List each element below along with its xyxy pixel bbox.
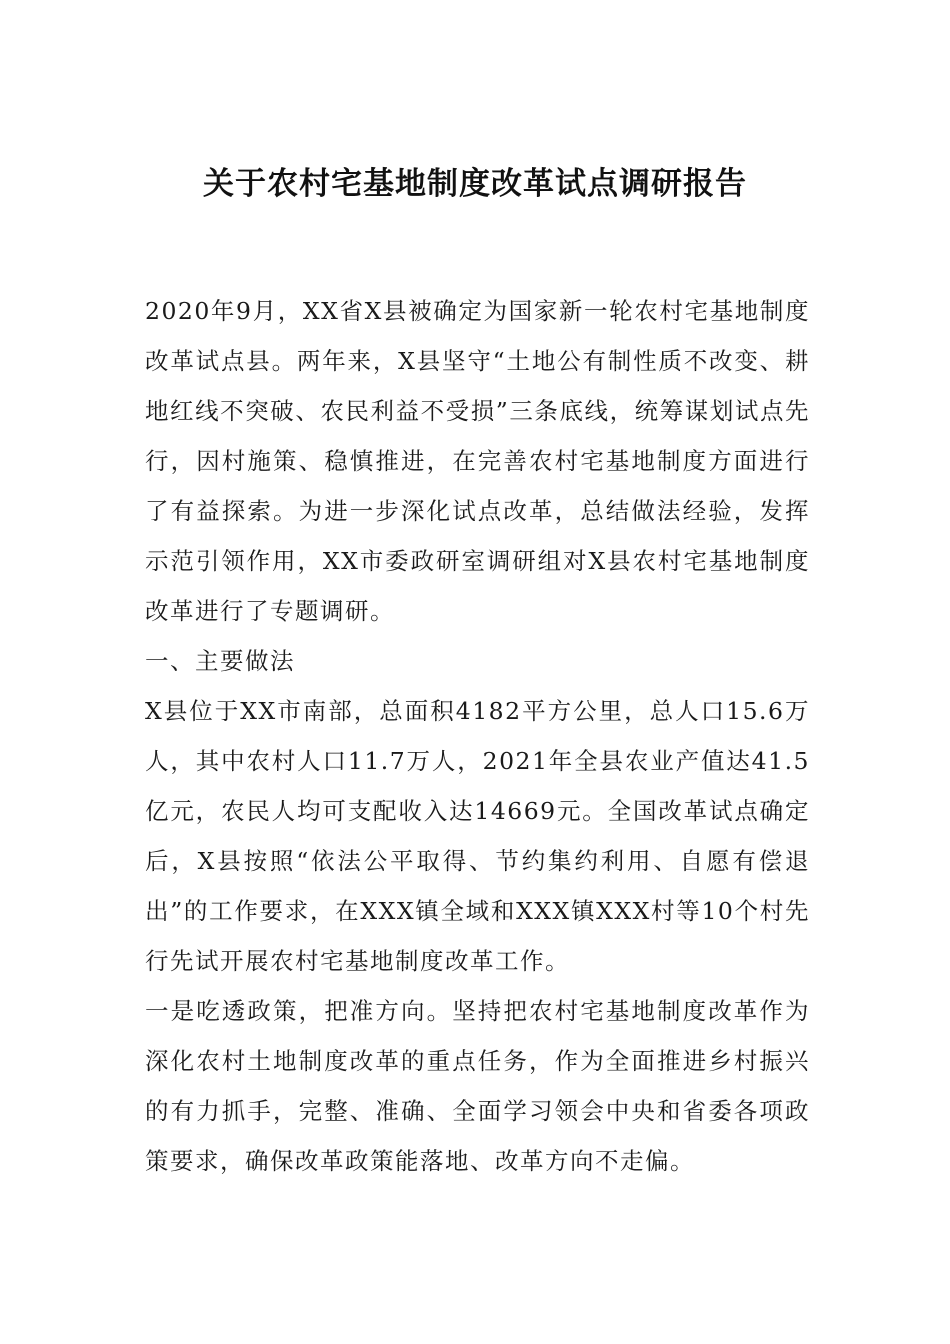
document-title: 关于农村宅基地制度改革试点调研报告 [203,166,747,202]
intro-paragraph: 2020年9月，XX省X县被确定为国家新一轮农村宅基地制度改革试点县。两年来，X县坚守“土地公有制性质不改变、耕地红线不突破、农民利益不受损”三条底线，统筹谋划试点先行，因村施策、稳慎推进，在完善农村宅基地制度方面进行了有益探索。为进一步深化试点改革，总结做法经验，发挥示范引领作用，XX市委政研室调研组对X县农村宅基地制度改革进行了专题调研。 [145,297,810,625]
document-body [145,286,810,1186]
county-overview-paragraph: X县位于XX市南部，总面积4182平方公里，总人口15.6万人，其中农村人口11.7万人，2021年全县农业产值达41.5亿元，农民人均可支配收入达14669元。全国改革试点确定后，X县按照“依法公平取得、节约集约利用、自愿有偿退出”的工作要求，在XXX镇全域和XXX镇XXX村等10个村先行先试开展农村宅基地制度改革工作。 [145,697,810,975]
policy-paragraph: 一是吃透政策，把准方向。坚持把农村宅基地制度改革作为深化农村土地制度改革的重点任务，作为全面推进乡村振兴的有力抓手，完整、准确、全面学习领会中央和省委各项政策要求，确保改革政策能落地、改革方向不走偏。 [145,997,810,1175]
section-heading-main-practices: 一、主要做法 [145,647,295,675]
